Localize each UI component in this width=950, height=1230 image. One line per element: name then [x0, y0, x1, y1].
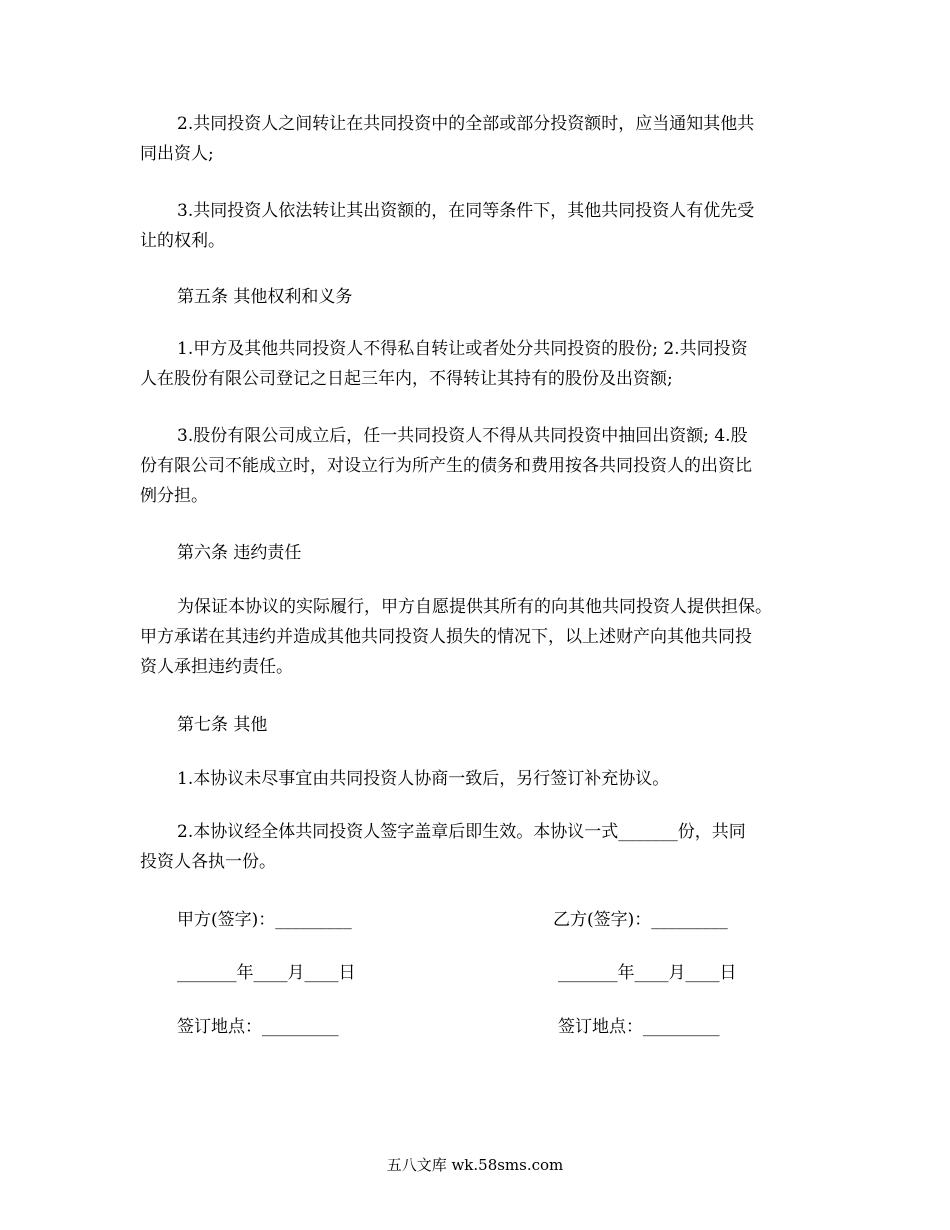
party-a-date: _______年____月____日 — [177, 963, 356, 983]
text-line: 为保证本协议的实际履行，甲方自愿提供其所有的向其他共同投资人提供担保。 — [177, 597, 772, 617]
article-5-heading: 第五条 其他权利和义务 — [177, 287, 353, 307]
article-7-heading: 第七条 其他 — [177, 715, 268, 735]
paragraph-preemptive-right — [140, 196, 812, 256]
text-line: 2.共同投资人之间转让在共同投资中的全部或部分投资额时，应当通知其他共 — [177, 114, 755, 134]
paragraph-transfer-notice — [140, 109, 812, 169]
paragraph-supplementary — [140, 764, 812, 794]
party-a-signature: 甲方(签字)：_________ — [177, 910, 352, 930]
party-b-signature: 乙方(签字)：_________ — [553, 910, 728, 930]
party-a-place: 签订地点：_________ — [177, 1017, 339, 1037]
text-line: 资人承担违约责任。 — [140, 657, 293, 677]
text-line: 1.甲方及其他共同投资人不得私自转让或者处分共同投资的股份; 2.共同投资 — [177, 339, 748, 359]
party-b-date: _______年____月____日 — [558, 963, 737, 983]
paragraph-effectiveness — [140, 817, 812, 877]
text-line: 2.本协议经全体共同投资人签字盖章后即生效。本协议一式_______份，共同 — [177, 822, 746, 842]
paragraph-capital-withdrawal — [140, 421, 812, 511]
text-line: 1.本协议未尽事宜由共同投资人协商一致后，另行签订补充协议。 — [177, 769, 670, 789]
text-line: 让的权利。 — [140, 231, 225, 251]
text-line: 3.共同投资人依法转让其出资额的，在同等条件下，其他共同投资人有优先受 — [177, 201, 755, 221]
text-line: 甲方承诺在其违约并造成其他共同投资人损失的情况下，以上述财产向其他共同投 — [140, 627, 752, 647]
text-line: 投资人各执一份。 — [140, 852, 276, 872]
text-line: 人在股份有限公司登记之日起三年内，不得转让其持有的股份及出资额; — [140, 369, 673, 389]
text-line: 份有限公司不能成立时，对设立行为所产生的债务和费用按各共同投资人的出资比 — [140, 456, 752, 476]
party-b-place: 签订地点：_________ — [558, 1017, 720, 1037]
paragraph-share-restrictions — [140, 334, 812, 394]
text-line: 例分担。 — [140, 486, 208, 506]
text-line: 同出资人; — [140, 144, 214, 164]
text-line: 3.股份有限公司成立后，任一共同投资人不得从共同投资中抽回出资额; 4.股 — [177, 426, 748, 446]
article-6-heading: 第六条 违约责任 — [177, 543, 302, 563]
footer-source: 五八文库 wk.58sms.com — [386, 1156, 564, 1174]
paragraph-guarantee — [140, 592, 812, 682]
